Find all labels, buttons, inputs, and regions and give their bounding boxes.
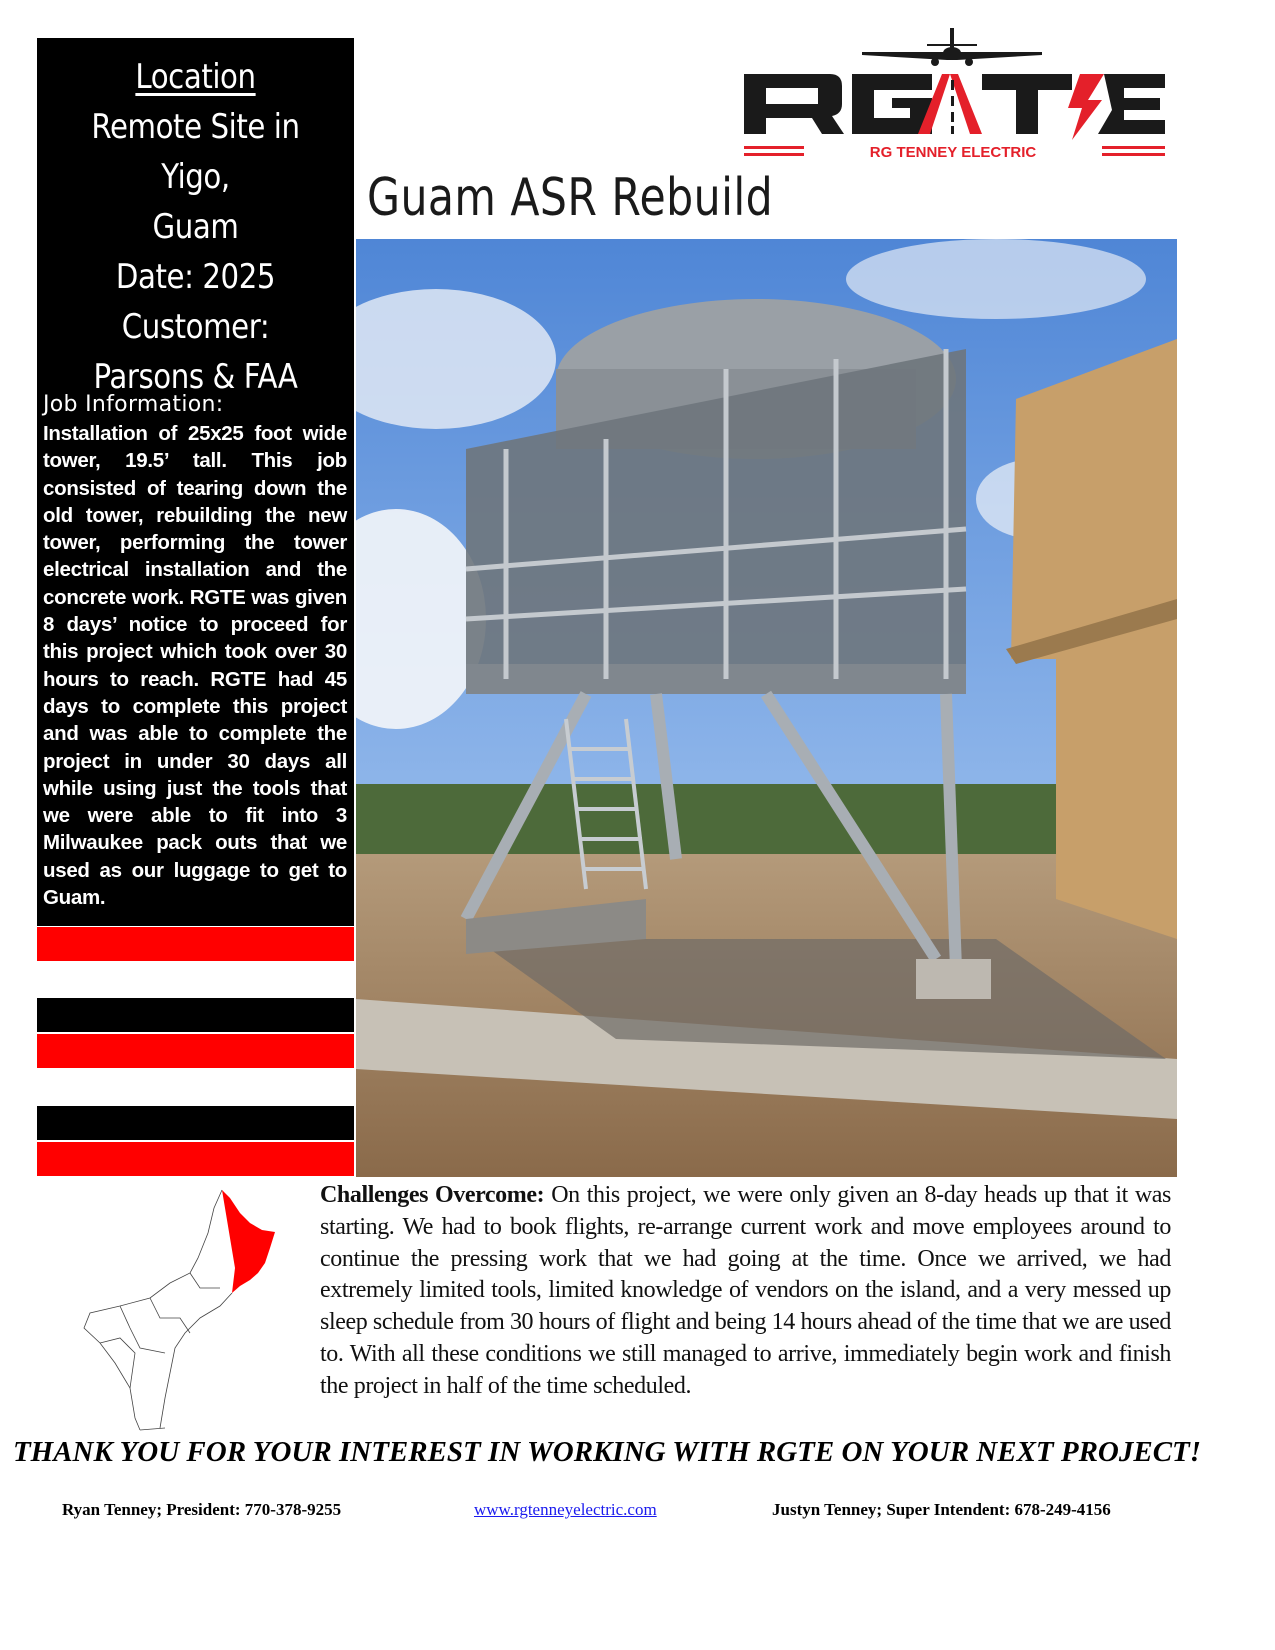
- tower-photo: [356, 239, 1177, 1177]
- job-info-title: Job Information:: [43, 392, 224, 417]
- airplane-icon: [862, 28, 1042, 66]
- website-link[interactable]: www.rgtenneyelectric.com: [474, 1500, 657, 1519]
- decor-stripe-red-2: [37, 1034, 354, 1068]
- customer-label: Customer:: [121, 307, 270, 347]
- challenges-paragraph: [320, 1180, 1171, 1403]
- rgte-logo: [742, 26, 1167, 162]
- yigo-highlight: [222, 1190, 275, 1293]
- location-line-2: Guam: [152, 207, 239, 247]
- decor-stripe-red-3: [37, 1142, 354, 1176]
- lightning-bolt-icon: [1068, 74, 1104, 140]
- decor-stripe-black-2: [37, 1106, 354, 1140]
- job-info-body: Installation of 25x25 foot wide tower, 19.5’ tall. This job consisted of tearing down the old tower, rebuilding the new tower, performing the tower electrical installation and the concrete work. RGTE was given 8 days’ notice to proceed for this project which took over 30 hours to reach. RGTE had 45 days to complete this project and was able to complete the project in under 30 days all while using just the tools that we were able to fit into 3 Milwaukee pack outs that we used as our luggage to get to Guam.: [43, 422, 347, 910]
- guam-map: [80, 1188, 280, 1433]
- location-line-1: Remote Site in Yigo,: [91, 107, 300, 197]
- president-contact: Ryan Tenney; President: 770-378-9255: [62, 1500, 342, 1519]
- thank-you-banner: THANK YOU FOR YOUR INTEREST IN WORKING WITH RGTE ON YOUR NEXT PROJECT!: [12, 1436, 1202, 1468]
- challenges-body: On this project, we were only given an 8-day heads up that it was starting. We had to book flights, re-arrange current work and move employees around to continue the pressing work that we had going at the time. Once we arrived, we had extremely limited tools, limited knowledge of vendors on the island, and a very messed up sleep schedule from 30 hours of flight and being 14 hours ahead of the time that we are used to. With all these conditions we still managed to arrive, immediately begin work and finish the project in half of the time scheduled.: [320, 1182, 1171, 1399]
- project-date: Date: 2025: [115, 257, 276, 297]
- decor-stripe-black-1: [37, 998, 354, 1032]
- challenges-label: Challenges Overcome:: [320, 1182, 545, 1208]
- page-title: Guam ASR Rebuild: [367, 168, 774, 228]
- logo-tagline: RG TENNEY ELECTRIC: [869, 144, 1037, 161]
- superintendent-contact: Justyn Tenney; Super Intendent: 678-249-4156: [772, 1500, 1111, 1519]
- customer-value: Parsons & FAA: [93, 357, 298, 397]
- decor-stripe-red-1: [37, 927, 354, 961]
- info-panel: [37, 38, 354, 926]
- location-heading: Location: [135, 57, 256, 97]
- location-block: [59, 38, 332, 402]
